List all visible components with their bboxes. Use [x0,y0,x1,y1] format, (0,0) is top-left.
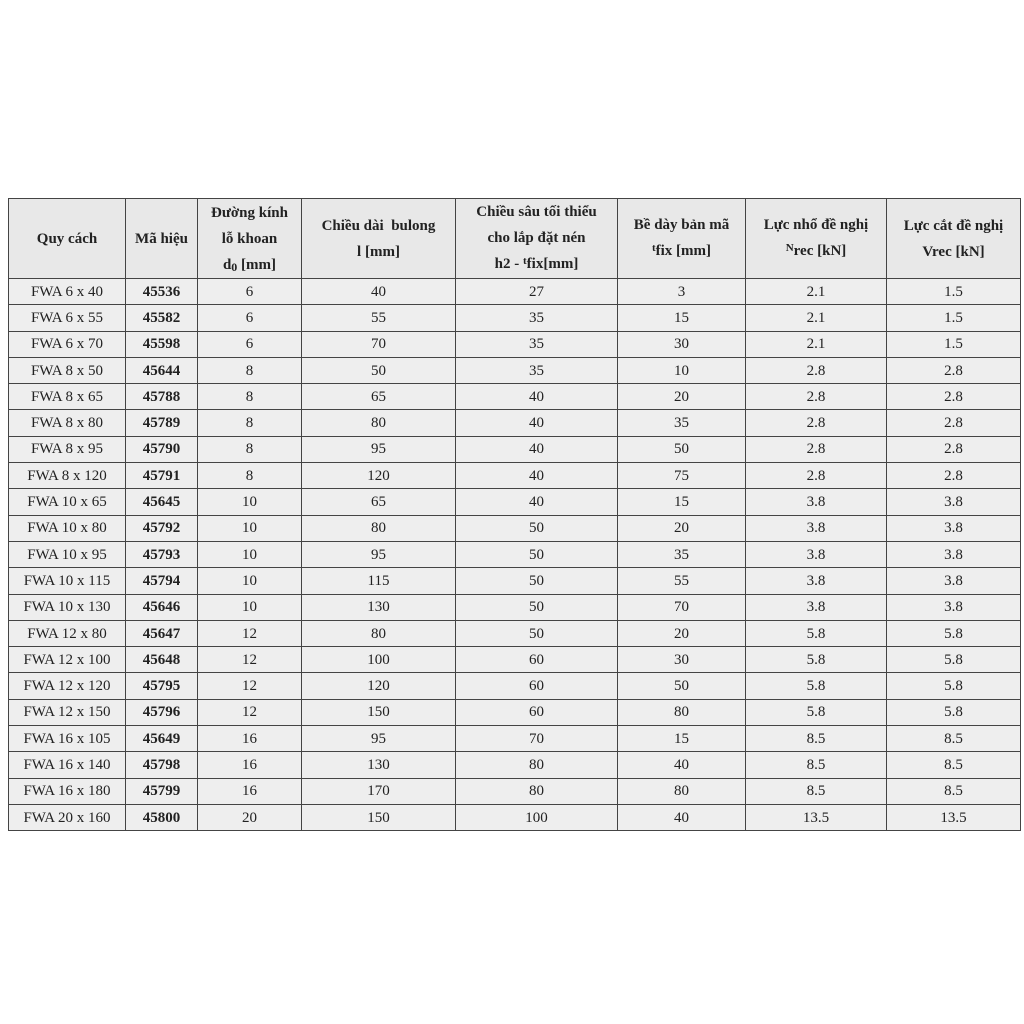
table-row [9,305,1021,331]
cell-code: 45796 [126,699,198,725]
cell-bolt-length: 65 [302,489,456,515]
header-min-depth [456,199,618,279]
cell-code: 45646 [126,594,198,620]
cell-tension-load: 5.8 [746,620,887,646]
cell-bolt-length: 115 [302,568,456,594]
cell-bolt-length: 50 [302,357,456,383]
cell-plate-thickness: 50 [618,436,746,462]
cell-spec: FWA 8 x 80 [9,410,126,436]
cell-plate-thickness: 80 [618,699,746,725]
cell-code: 45536 [126,279,198,305]
table-row [9,541,1021,567]
table-row [9,726,1021,752]
cell-min-depth: 60 [456,699,618,725]
cell-tension-load: 2.8 [746,463,887,489]
cell-code: 45788 [126,384,198,410]
cell-bolt-length: 100 [302,647,456,673]
cell-tension-load: 13.5 [746,804,887,830]
cell-drill-diameter: 16 [198,778,302,804]
header-bolt-line2: l [mm] [357,243,400,260]
cell-tension-load: 5.8 [746,699,887,725]
cell-bolt-length: 40 [302,279,456,305]
cell-shear-load: 8.5 [887,726,1021,752]
cell-spec: FWA 16 x 140 [9,752,126,778]
cell-bolt-length: 120 [302,463,456,489]
cell-drill-diameter: 16 [198,726,302,752]
cell-drill-diameter: 10 [198,568,302,594]
cell-tension-load: 2.8 [746,436,887,462]
cell-plate-thickness: 20 [618,515,746,541]
table-row [9,515,1021,541]
cell-code: 45798 [126,752,198,778]
cell-bolt-length: 120 [302,673,456,699]
cell-tension-load: 2.8 [746,357,887,383]
cell-shear-load: 3.8 [887,594,1021,620]
cell-plate-thickness: 40 [618,752,746,778]
cell-min-depth: 27 [456,279,618,305]
cell-min-depth: 50 [456,620,618,646]
table-row [9,673,1021,699]
cell-code: 45649 [126,726,198,752]
cell-spec: FWA 8 x 65 [9,384,126,410]
cell-min-depth: 40 [456,384,618,410]
table-row [9,594,1021,620]
cell-plate-thickness: 50 [618,673,746,699]
cell-spec: FWA 8 x 95 [9,436,126,462]
cell-code: 45791 [126,463,198,489]
cell-bolt-length: 65 [302,384,456,410]
header-tension-line2: $^N$rec [kN] [785,242,847,259]
table-row [9,699,1021,725]
cell-code: 45792 [126,515,198,541]
cell-code: 45793 [126,541,198,567]
cell-tension-load: 5.8 [746,673,887,699]
cell-shear-load: 8.5 [887,778,1021,804]
header-code-label: Mã hiệu [135,230,188,247]
cell-spec: FWA 12 x 80 [9,620,126,646]
cell-shear-load: 3.8 [887,489,1021,515]
cell-shear-load: 3.8 [887,568,1021,594]
cell-min-depth: 40 [456,489,618,515]
table-row [9,620,1021,646]
cell-shear-load: 2.8 [887,384,1021,410]
cell-plate-thickness: 30 [618,647,746,673]
cell-shear-load: 3.8 [887,515,1021,541]
header-drill-line2: lỗ khoan [221,230,278,247]
header-plate-line2: $^t$fix [mm] [651,242,712,259]
cell-spec: FWA 10 x 115 [9,568,126,594]
cell-plate-thickness: 40 [618,804,746,830]
cell-plate-thickness: 10 [618,357,746,383]
cell-code: 45799 [126,778,198,804]
header-bolt-line1: Chiều dài bulong [321,217,436,234]
header-shear-load [887,199,1021,279]
header-plate-line1: Bề dày bản mã [633,217,730,233]
cell-tension-load: 3.8 [746,594,887,620]
cell-min-depth: 100 [456,804,618,830]
cell-plate-thickness: 80 [618,778,746,804]
cell-spec: FWA 16 x 180 [9,778,126,804]
cell-spec: FWA 12 x 150 [9,699,126,725]
cell-tension-load: 2.1 [746,279,887,305]
cell-code: 45644 [126,357,198,383]
cell-bolt-length: 130 [302,752,456,778]
cell-shear-load: 5.8 [887,647,1021,673]
table-row [9,778,1021,804]
cell-min-depth: 80 [456,752,618,778]
cell-shear-load: 5.8 [887,620,1021,646]
cell-tension-load: 2.1 [746,305,887,331]
header-drill-line1: Đường kính [211,204,288,221]
cell-min-depth: 50 [456,568,618,594]
cell-min-depth: 40 [456,463,618,489]
cell-tension-load: 2.1 [746,331,887,357]
cell-spec: FWA 10 x 80 [9,515,126,541]
table-row [9,647,1021,673]
cell-drill-diameter: 8 [198,357,302,383]
cell-spec: FWA 20 x 160 [9,804,126,830]
cell-shear-load: 1.5 [887,279,1021,305]
cell-shear-load: 5.8 [887,699,1021,725]
cell-spec: FWA 6 x 55 [9,305,126,331]
cell-shear-load: 2.8 [887,410,1021,436]
cell-bolt-length: 95 [302,436,456,462]
cell-tension-load: 5.8 [746,647,887,673]
header-depth-line3: h2 - $^t$fix[mm] [494,255,579,272]
cell-tension-load: 2.8 [746,384,887,410]
cell-min-depth: 50 [456,594,618,620]
cell-shear-load: 2.8 [887,436,1021,462]
cell-min-depth: 70 [456,726,618,752]
cell-min-depth: 40 [456,436,618,462]
cell-code: 45800 [126,804,198,830]
header-spec-label: Quy cách [36,230,98,247]
cell-spec: FWA 8 x 50 [9,357,126,383]
cell-tension-load: 3.8 [746,541,887,567]
cell-spec: FWA 6 x 40 [9,279,126,305]
cell-shear-load: 3.8 [887,541,1021,567]
cell-bolt-length: 150 [302,699,456,725]
cell-tension-load: 3.8 [746,568,887,594]
cell-drill-diameter: 8 [198,463,302,489]
cell-shear-load: 2.8 [887,463,1021,489]
cell-tension-load: 3.8 [746,489,887,515]
cell-drill-diameter: 8 [198,384,302,410]
cell-drill-diameter: 20 [198,804,302,830]
cell-spec: FWA 16 x 105 [9,726,126,752]
header-depth-line1: Chiều sâu tối thiểu [476,204,597,220]
header-spec [9,199,126,279]
cell-drill-diameter: 6 [198,305,302,331]
cell-plate-thickness: 15 [618,305,746,331]
cell-bolt-length: 150 [302,804,456,830]
header-shear-line2: Vrec [kN] [922,243,985,260]
cell-code: 45794 [126,568,198,594]
header-tension-line1: Lực nhổ đề nghị [763,217,869,233]
cell-plate-thickness: 75 [618,463,746,489]
cell-bolt-length: 95 [302,726,456,752]
cell-drill-diameter: 10 [198,515,302,541]
cell-drill-diameter: 10 [198,489,302,515]
cell-drill-diameter: 8 [198,436,302,462]
cell-code: 45598 [126,331,198,357]
table-row [9,568,1021,594]
spec-table-container [8,198,1020,831]
cell-min-depth: 50 [456,515,618,541]
cell-plate-thickness: 20 [618,620,746,646]
cell-drill-diameter: 12 [198,620,302,646]
cell-spec: FWA 8 x 120 [9,463,126,489]
cell-bolt-length: 130 [302,594,456,620]
cell-code: 45790 [126,436,198,462]
cell-min-depth: 35 [456,357,618,383]
header-tension-load [746,199,887,279]
cell-tension-load: 8.5 [746,778,887,804]
cell-code: 45647 [126,620,198,646]
cell-drill-diameter: 12 [198,699,302,725]
header-bolt-length [302,199,456,279]
table-row [9,804,1021,830]
table-row [9,489,1021,515]
cell-bolt-length: 80 [302,620,456,646]
spec-table [8,198,1021,831]
cell-bolt-length: 170 [302,778,456,804]
cell-min-depth: 60 [456,673,618,699]
cell-tension-load: 3.8 [746,515,887,541]
cell-drill-diameter: 6 [198,331,302,357]
table-row [9,357,1021,383]
cell-code: 45648 [126,647,198,673]
cell-tension-load: 2.8 [746,410,887,436]
cell-code: 45789 [126,410,198,436]
header-shear-line1: Lực cắt đề nghị [903,217,1004,234]
cell-tension-load: 8.5 [746,752,887,778]
header-drill-diameter [198,199,302,279]
cell-min-depth: 35 [456,305,618,331]
cell-plate-thickness: 20 [618,384,746,410]
cell-min-depth: 35 [456,331,618,357]
header-plate-thickness [618,199,746,279]
cell-drill-diameter: 10 [198,594,302,620]
cell-bolt-length: 80 [302,515,456,541]
cell-drill-diameter: 6 [198,279,302,305]
cell-plate-thickness: 15 [618,726,746,752]
cell-shear-load: 1.5 [887,331,1021,357]
cell-spec: FWA 10 x 65 [9,489,126,515]
cell-plate-thickness: 15 [618,489,746,515]
cell-code: 45645 [126,489,198,515]
cell-plate-thickness: 30 [618,331,746,357]
table-row [9,331,1021,357]
cell-spec: FWA 12 x 100 [9,647,126,673]
table-row [9,752,1021,778]
header-drill-line3: d0 [mm] [222,256,277,274]
cell-shear-load: 5.8 [887,673,1021,699]
cell-spec: FWA 6 x 70 [9,331,126,357]
cell-code: 45582 [126,305,198,331]
cell-plate-thickness: 55 [618,568,746,594]
cell-plate-thickness: 35 [618,410,746,436]
cell-spec: FWA 10 x 95 [9,541,126,567]
cell-bolt-length: 55 [302,305,456,331]
cell-shear-load: 8.5 [887,752,1021,778]
cell-drill-diameter: 10 [198,541,302,567]
cell-shear-load: 2.8 [887,357,1021,383]
cell-drill-diameter: 12 [198,673,302,699]
table-row [9,463,1021,489]
cell-plate-thickness: 70 [618,594,746,620]
cell-bolt-length: 80 [302,410,456,436]
cell-plate-thickness: 3 [618,279,746,305]
cell-bolt-length: 70 [302,331,456,357]
header-code [126,199,198,279]
cell-min-depth: 60 [456,647,618,673]
cell-shear-load: 1.5 [887,305,1021,331]
table-row [9,410,1021,436]
table-row [9,279,1021,305]
cell-code: 45795 [126,673,198,699]
cell-min-depth: 40 [456,410,618,436]
cell-spec: FWA 12 x 120 [9,673,126,699]
cell-bolt-length: 95 [302,541,456,567]
table-row [9,384,1021,410]
table-header [9,199,1021,279]
cell-plate-thickness: 35 [618,541,746,567]
cell-tension-load: 8.5 [746,726,887,752]
cell-drill-diameter: 16 [198,752,302,778]
cell-drill-diameter: 12 [198,647,302,673]
table-body [9,279,1021,831]
cell-spec: FWA 10 x 130 [9,594,126,620]
header-depth-line2: cho lắp đặt nén [487,230,586,246]
cell-min-depth: 80 [456,778,618,804]
cell-shear-load: 13.5 [887,804,1021,830]
cell-min-depth: 50 [456,541,618,567]
cell-drill-diameter: 8 [198,410,302,436]
table-row [9,436,1021,462]
header-row [9,199,1021,279]
